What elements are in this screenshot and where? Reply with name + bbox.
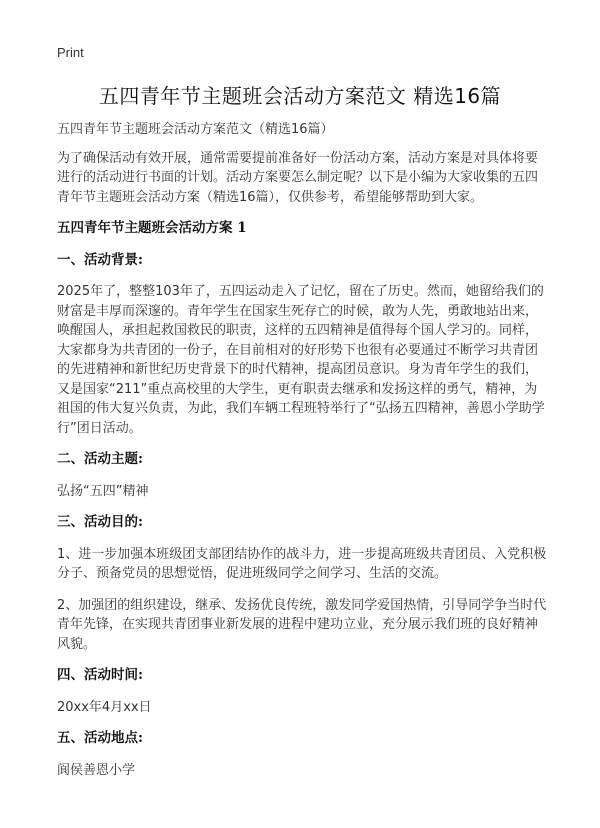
location-paragraph: 阆侯善恩小学	[57, 762, 136, 778]
purpose-item: 1、进一步加强本班级团支部团结协作的战斗力，进一步提高班级共青团员、入党积极分子、预备党员的思想觉悟，促进班级同学之间学习、生活的交流。	[57, 546, 547, 581]
time-paragraph: 20xx年4月xx日	[57, 699, 152, 715]
theme-paragraph: 弘扬“五四”精神	[57, 483, 149, 499]
section-heading-purpose: 三、活动目的:	[57, 514, 143, 530]
print-link[interactable]: Print	[57, 45, 84, 60]
document-subtitle: 五四青年节主题班会活动方案范文（精选16篇）	[57, 122, 334, 137]
purpose-item: 2、加强团的组织建设，继承、发扬优良传统，激发同学爱国热情，引导同学争当时代青年先锋，在实现共青团事业新发展的进程中建功立业，充分展示我们班的良好精神风貌。	[57, 597, 547, 652]
article-heading: 五四青年节主题班会活动方案 1	[57, 220, 247, 236]
page-title: 五四青年节主题班会活动方案范文 精选16篇	[98, 84, 502, 108]
section-heading-location: 五、活动地点:	[57, 730, 143, 746]
section-heading-time: 四、活动时间:	[57, 667, 143, 683]
section-heading-theme: 二、活动主题:	[57, 451, 143, 467]
section-heading-background: 一、活动背景:	[57, 251, 143, 268]
background-paragraph: 2025年了，整整103年了，五四运动走入了记忆，留在了历史。然而，她留给我们的财富是丰厚而深邃的。青年学生在国家生死存亡的时候，敢为人先，勇敢地站出来，唤醒国人，承担起救国救民的职责，这样的五四精神是值得每个国人学习的。同样，大家都身为共青团的一份子，在目前相对的好形势下也很有必要通过不断学习共青团的先进精神和新世纪历史背景下的时代精神，提高团员意识。身为青年学生的我们，又是国家“211”重点高校里的大学生，更有职责去继承和发扬这样的勇气，精神，为祖国的伟大复兴负责，为此，我们车辆工程班特举行了“弘扬五四精神，善恩小学助学行”团日活动。	[57, 284, 545, 436]
document-body	[57, 120, 547, 792]
intro-paragraph: 为了确保活动有效开展，通常需要提前准备好一份活动方案，活动方案是对具体将要进行的活动进行书面的计划。活动方案要怎么制定呢？以下是小编为大家收集的五四青年节主题班会活动方案（精选16篇），仅供参考，希望能够帮助到大家。	[57, 150, 539, 205]
